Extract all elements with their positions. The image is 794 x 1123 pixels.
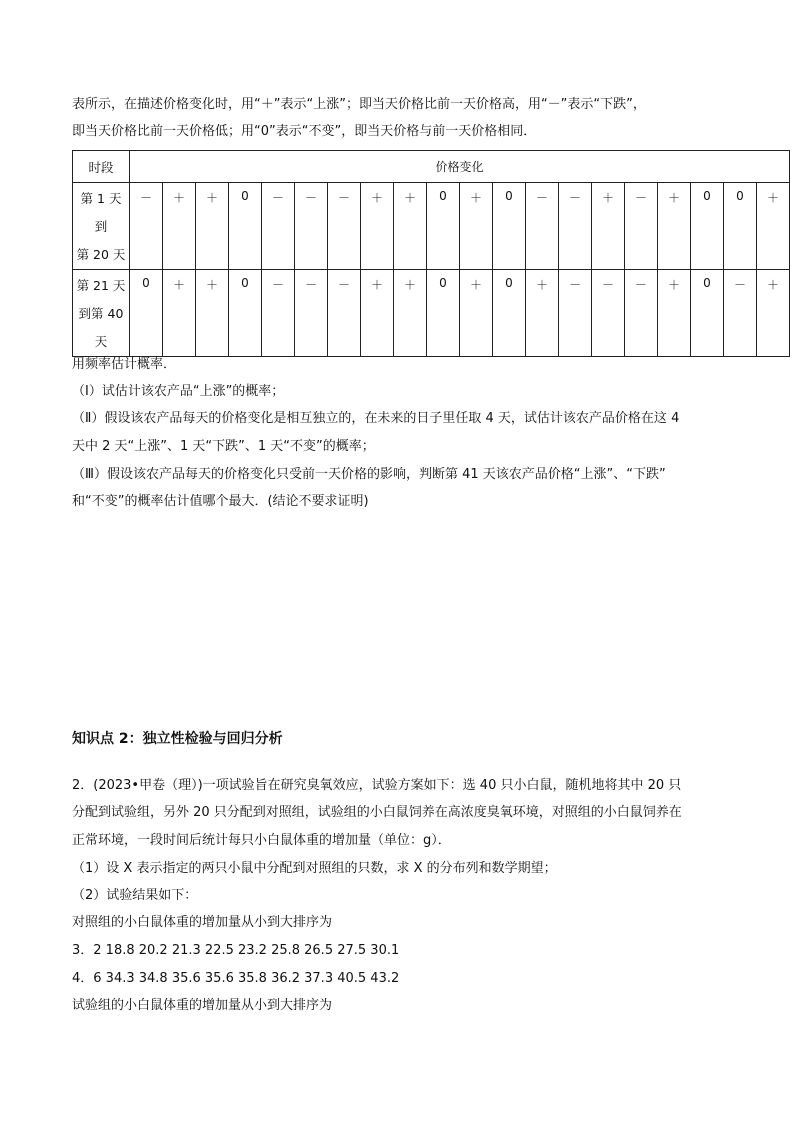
change-cell: － [526, 183, 559, 270]
change-cell: 0 [229, 183, 262, 270]
period-text: 天 [94, 334, 108, 349]
change-cell: ＋ [196, 183, 229, 270]
change-cell: 0 [427, 270, 460, 357]
q2-line: 2．(2023•甲卷（理）)一项试验旨在研究臭氧效应，试验方案如下：选 40 只小白鼠，随机地将其中 20 只 [72, 778, 682, 793]
table-header-row [73, 151, 790, 183]
intro-line-2: 即当天价格比前一天价格低；用“0”表示“不变”，即当天价格与前一天价格相同． [72, 124, 537, 139]
change-cell: ＋ [526, 270, 559, 357]
period-text: 第 21 天 [76, 278, 126, 293]
change-cell: ＋ [361, 270, 394, 357]
change-cell: 0 [493, 270, 526, 357]
header-period: 时段 [73, 151, 130, 183]
change-cell: 0 [691, 183, 724, 270]
q1-line: （Ⅰ）试估计该农产品“上涨”的概率； [72, 384, 285, 399]
change-cell: ＋ [658, 183, 691, 270]
q1-line: 和“不变”的概率估计值哪个最大．(结论不要求证明) [72, 494, 369, 509]
change-cell: － [295, 270, 328, 357]
section-heading: 知识点 2：独立性检验与回归分析 [72, 731, 283, 747]
change-cell: ＋ [394, 183, 427, 270]
q2-line: （2）试验结果如下： [72, 888, 198, 903]
period-text: 到 [94, 219, 108, 234]
q2-line: 试验组的小白鼠体重的增加量从小到大排序为 [72, 998, 333, 1013]
price-change-table [72, 150, 790, 357]
intro-line-1: 表所示，在描述价格变化时，用“＋”表示“上涨”；即当天价格比前一天价格高，用“－”表示“下跌”， [72, 97, 646, 112]
change-cell: ＋ [460, 183, 493, 270]
q2-line: 正常环境，一段时间后统计每只小白鼠体重的增加量（单位：g）． [72, 833, 451, 848]
change-cell: 0 [427, 183, 460, 270]
change-cell: － [262, 270, 295, 357]
change-cell: 0 [229, 270, 262, 357]
q2-data-line: 4．6 34.3 34.8 35.6 35.6 35.8 36.2 37.3 40.5 43.2 [72, 971, 400, 986]
change-cell: ＋ [361, 183, 394, 270]
change-cell: － [130, 183, 163, 270]
period-cell [73, 183, 130, 270]
change-cell: － [724, 270, 757, 357]
change-cell: － [625, 270, 658, 357]
change-cell: － [295, 183, 328, 270]
period-text: 第 1 天 [80, 191, 122, 206]
change-cell: － [328, 270, 361, 357]
change-cell: ＋ [394, 270, 427, 357]
header-price-change: 价格变化 [130, 151, 790, 183]
change-cell: 0 [130, 270, 163, 357]
change-cell: － [559, 183, 592, 270]
change-cell: 0 [493, 183, 526, 270]
q2-data-line: 3．2 18.8 20.2 21.3 22.5 23.2 25.8 26.5 27.5 30.1 [72, 943, 400, 958]
q2-line: （1）设 X 表示指定的两只小鼠中分配到对照组的只数，求 X 的分布列和数学期望； [72, 861, 557, 876]
change-cell: ＋ [592, 183, 625, 270]
change-cell: ＋ [196, 270, 229, 357]
change-cell: ＋ [460, 270, 493, 357]
change-cell: 0 [724, 183, 757, 270]
change-cell: ＋ [757, 270, 790, 357]
change-cell: － [625, 183, 658, 270]
q1-line: （Ⅲ）假设该农产品每天的价格变化只受前一天价格的影响，判断第 41 天该农产品价格“上涨”、“下跌” [72, 467, 666, 482]
change-cell: － [592, 270, 625, 357]
change-cell: ＋ [163, 183, 196, 270]
table-row [73, 270, 790, 357]
q1-line: （Ⅱ）假设该农产品每天的价格变化是相互独立的，在未来的日子里任取 4 天，试估计该农产品价格在这 4 [72, 411, 680, 426]
q2-line: 分配到试验组，另外 20 只分配到对照组，试验组的小白鼠饲养在高浓度臭氧环境，对照组的小白鼠饲养在 [72, 805, 682, 820]
change-cell: 0 [691, 270, 724, 357]
change-cell: － [559, 270, 592, 357]
q2-line: 对照组的小白鼠体重的增加量从小到大排序为 [72, 915, 333, 930]
q1-line: 用频率估计概率． [72, 357, 177, 372]
change-cell: － [262, 183, 295, 270]
change-cell: ＋ [757, 183, 790, 270]
period-cell [73, 270, 130, 357]
q1-line: 天中 2 天“上涨”、1 天“下跌”、1 天“不变”的概率； [72, 439, 375, 454]
change-cell: ＋ [658, 270, 691, 357]
change-cell: － [328, 183, 361, 270]
period-text: 到第 40 [78, 306, 124, 321]
change-cell: ＋ [163, 270, 196, 357]
table-row [73, 183, 790, 270]
period-text: 第 20 天 [76, 247, 126, 262]
